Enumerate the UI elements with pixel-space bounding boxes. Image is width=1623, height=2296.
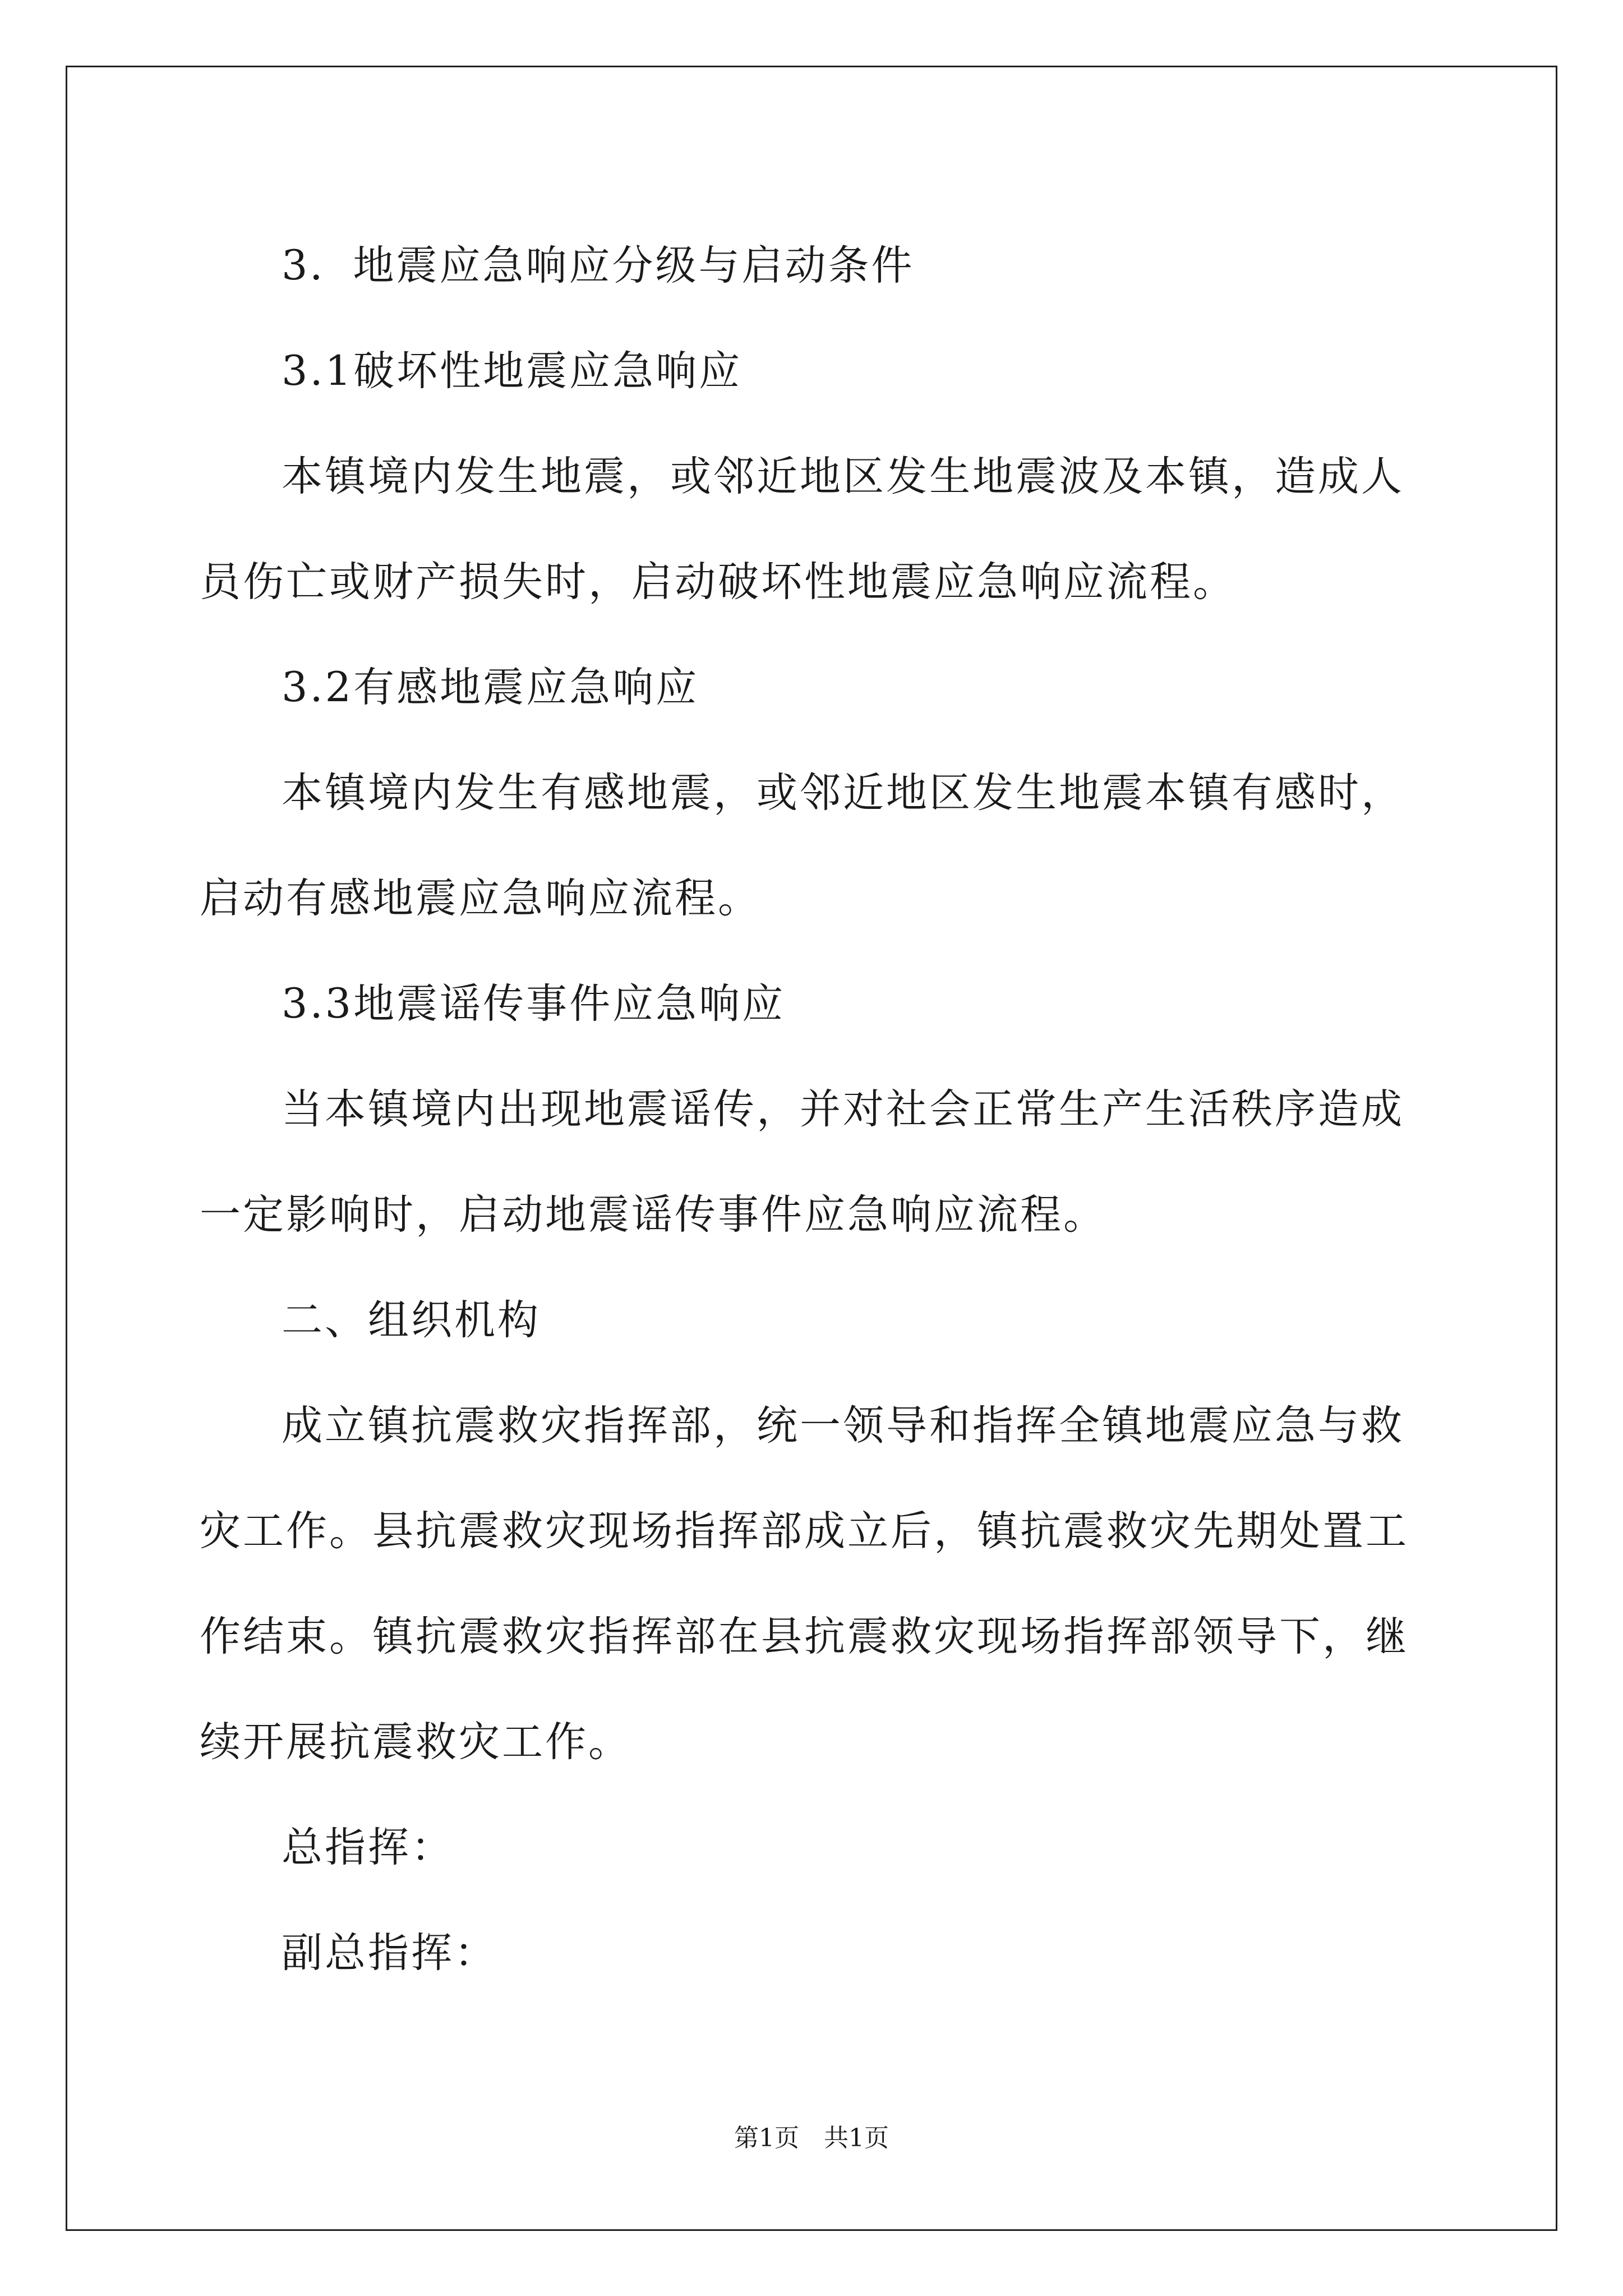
document-body [200,213,1423,2006]
section-heading-3: 3．地震应急响应分级与启动条件 [282,242,915,289]
subsection-heading-3-2: 3.2有感地震应急响应 [282,664,699,711]
page-footer: 第1页 共1页 [734,2124,889,2152]
subsection-heading-3-3: 3.3地震谣传事件应急响应 [282,980,786,1028]
paragraph-destructive-earthquake: 本镇境内发生地震，或邻近地区发生地震波及本镇，造成人员伤亡或财产损失时，启动破坏性地震应急响应流程。 [200,453,1404,606]
label-deputy-commander: 副总指挥： [282,1929,497,1977]
paragraph-earthquake-rumor: 当本镇境内出现地震谣传，并对社会正常生产生活秩序造成一定影响时，启动地震谣传事件应急响应流程。 [200,1085,1404,1239]
subsection-heading-3-1: 3.1破坏性地震应急响应 [282,347,743,395]
section-heading-organization: 二、组织机构 [282,1296,541,1344]
paragraph-organization: 成立镇抗震救灾指挥部，统一领导和指挥全镇地震应急与救灾工作。县抗震救灾现场指挥部成立后，镇抗震救灾先期处置工作结束。镇抗震救灾指挥部在县抗震救灾现场指挥部领导下，继续开展抗震救灾工作。 [200,1402,1409,1766]
paragraph-felt-earthquake: 本镇境内发生有感地震，或邻近地区发生地震本镇有感时，启动有感地震应急响应流程。 [200,769,1404,922]
label-commander: 总指挥： [282,1824,454,1871]
